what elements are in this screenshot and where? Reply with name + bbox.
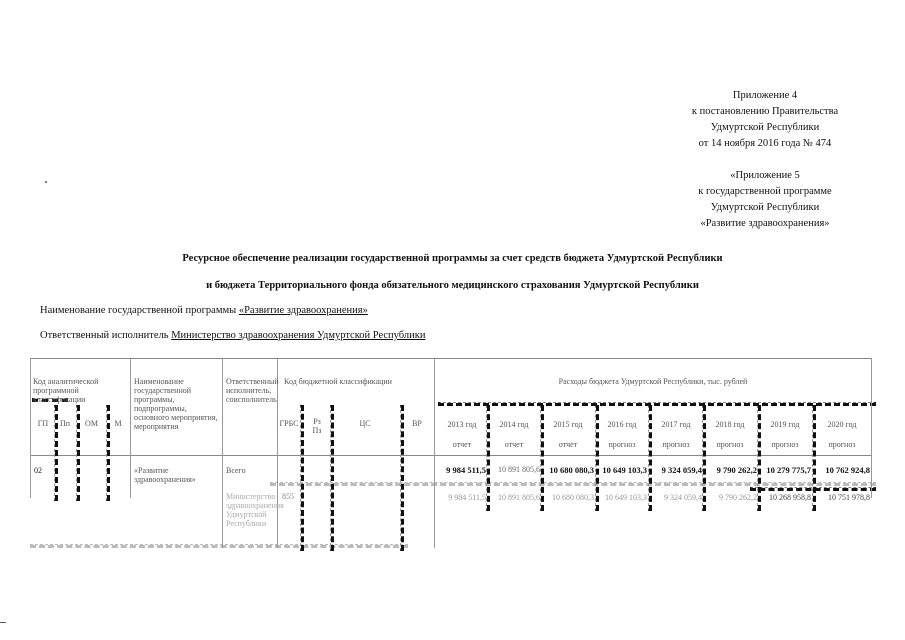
row1-value-2016: 10 649 103,3: [602, 465, 647, 475]
speck-mark: [45, 181, 47, 183]
header-grbs: ГРБС: [279, 419, 299, 428]
appendix-4-line: от 14 ноября 2016 года № 474: [698, 138, 832, 149]
table-header-bottom: [30, 455, 872, 456]
row1-value-2017: 9 324 059,4: [661, 465, 702, 475]
document-title-line2: и бюджета Территориального фонда обязательного медицинского страхования Удмуртской Республики: [206, 280, 699, 291]
table-top-border: [30, 358, 872, 359]
row2-responsible: Министерство здравоохранения Удмуртской Республики: [226, 492, 284, 528]
header-rzpz: Рз Пз: [312, 417, 322, 435]
header-year: 2018 год: [715, 420, 745, 429]
header-pp: Пп: [59, 419, 71, 428]
header-gp: ГП: [37, 419, 49, 428]
row1-value-2015: 10 680 080,3: [549, 465, 594, 475]
row2-value-2017: 9 324 059,4: [664, 493, 702, 502]
row1-value-2018: 9 790 262,2: [716, 465, 757, 475]
row1-value-2013: 9 984 511,5: [446, 465, 486, 475]
header-expenses: Расходы бюджета Удмуртской Республики, тыс. рублей: [558, 377, 748, 386]
executor-line: [40, 330, 425, 341]
table-col-border: [300, 405, 304, 551]
header-om: ОМ: [85, 419, 98, 428]
appendix-5-line: «Развитие здравоохранения»: [700, 218, 830, 229]
executor-value: Министерство здравоохранения Удмуртской Республики: [171, 330, 426, 341]
table-col-border: [434, 358, 435, 548]
header-vr: ВР: [412, 419, 422, 428]
edge-mark: [0, 622, 6, 623]
program-value: «Развитие здравоохранения»: [238, 305, 368, 316]
appendix-5-line: «Приложение 5: [730, 170, 800, 181]
appendix-4-line: Удмуртской Республики: [710, 122, 820, 133]
appendix-5-line: Удмуртской Республики: [710, 202, 820, 213]
table-col-border: [130, 358, 131, 498]
header-code: Код аналитической программной классификации: [33, 377, 99, 404]
header-year: 2014 год: [499, 420, 529, 429]
executor-label: Ответственный исполнитель: [40, 330, 169, 341]
header-budget-code: Код бюджетной классификации: [284, 377, 392, 386]
document-title-line1: Ресурсное обеспечение реализации государственной программы за счет средств бюджета Удмуртской Республики: [182, 253, 723, 264]
appendix-5-line: к государственной программе: [698, 186, 832, 197]
appendix-4-line: Приложение 4: [732, 90, 798, 101]
row1-value-2014: 10 891 805,6: [498, 465, 540, 474]
header-year: 2016 год: [607, 420, 637, 429]
program-label: Наименование государственной программы: [40, 305, 237, 316]
header-year: 2017 год: [661, 420, 691, 429]
header-year-type: прогноз: [716, 440, 744, 449]
row2-value-2019: 10 268 958,8: [769, 493, 811, 502]
table-rule: [438, 402, 876, 406]
table-col-border: [222, 358, 223, 548]
header-year-type: прогноз: [662, 440, 690, 449]
row2-grbs: 855: [282, 492, 294, 501]
table-right-border: [871, 358, 872, 498]
table-rule: [30, 544, 408, 548]
row1-value-2019: 10 279 775,7: [766, 465, 811, 475]
header-year-type: прогноз: [608, 440, 636, 449]
header-cs: ЦС: [359, 419, 371, 428]
header-year: 2015 год: [553, 420, 583, 429]
row2-value-2020: 10 751 978,8: [828, 493, 870, 502]
table-col-border: [30, 358, 31, 498]
header-year: 2020 год: [827, 420, 857, 429]
row2-value-2014: 10 891 805,6: [498, 493, 540, 502]
header-name: Наименование государственной программы, подпрограммы, основного мероприятия, мероприятия: [134, 377, 218, 431]
row1-gp: 02: [34, 466, 42, 475]
header-responsible: Ответственный исполнитель, соисполнитель: [226, 377, 279, 404]
row2-value-2013: 9 984 511,5: [448, 493, 486, 502]
row2-value-2018: 9 790 262,2: [719, 493, 757, 502]
header-year-type: отчет: [558, 440, 578, 449]
appendix-4-line: к постановлению Правительства: [691, 106, 839, 117]
row1-name: «Развитие здравоохранения»: [134, 466, 196, 484]
program-name-line: [40, 305, 368, 316]
header-year: 2019 год: [770, 420, 800, 429]
row2-value-2016: 10 649 103,3: [605, 493, 647, 502]
header-year-type: прогноз: [828, 440, 856, 449]
row2-value-2015: 10 680 080,3: [552, 493, 594, 502]
row1-responsible: Всего: [226, 466, 246, 475]
header-year-type: прогноз: [771, 440, 799, 449]
header-year: 2013 год: [447, 420, 477, 429]
table-col-border: [277, 358, 278, 548]
header-m: М: [114, 419, 122, 428]
table-rule: [270, 482, 876, 486]
header-year-type: отчет: [452, 440, 472, 449]
header-year-type: отчет: [504, 440, 524, 449]
row1-value-2020: 10 762 924,8: [825, 465, 870, 475]
